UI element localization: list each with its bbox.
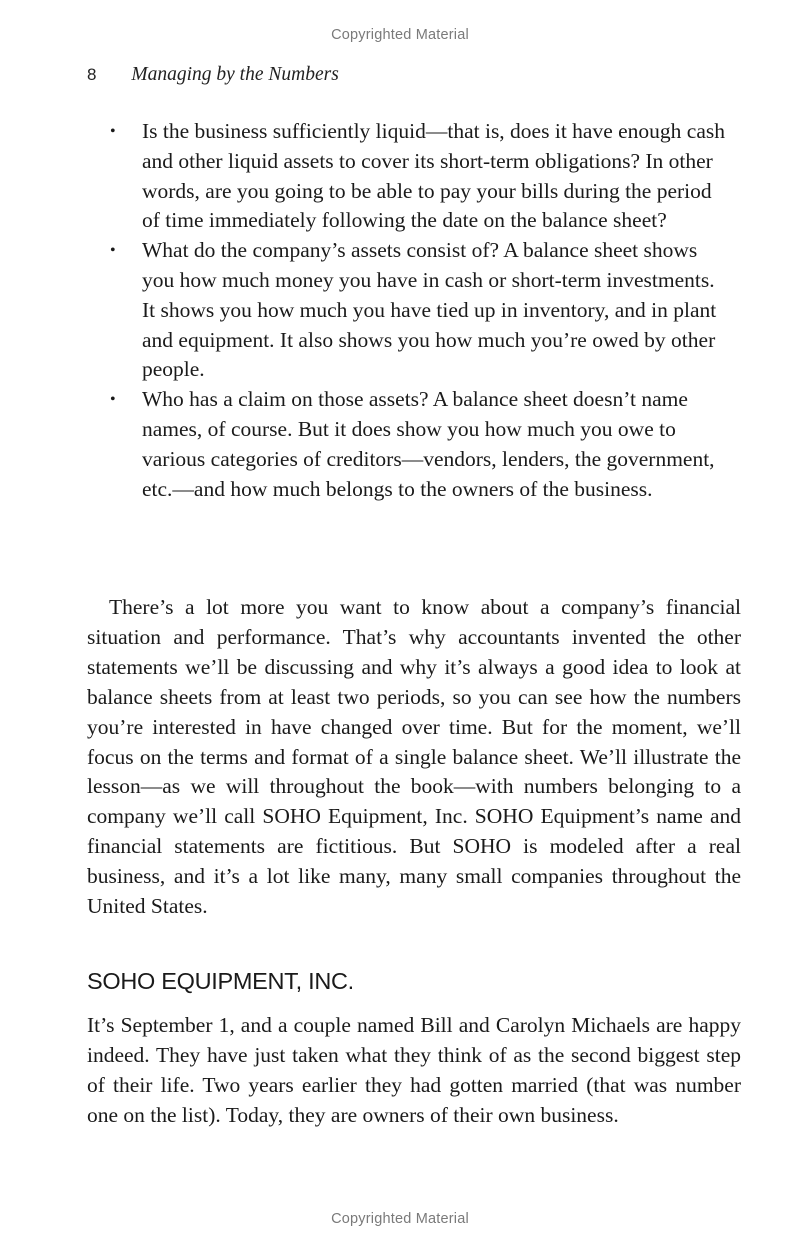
section-heading: SOHO EQUIPMENT, INC. (87, 968, 354, 994)
bullet-item-assets (110, 236, 730, 385)
body-paragraph-1: There’s a lot more you want to know about a company’s financial situation and performance. That’s why accountants invented the other statements we’ll be discussing and why it’s always a good idea to look at balance sheets from at least two periods, so you can see how the numbers you’re interested in have changed over time. But for the moment, we’ll focus on the terms and format of a single balance sheet. We’ll illustrate the lesson—as we will throughout the book—with numbers belonging to a company we’ll call SOHO Equipment, Inc. SOHO Equipment’s name and financial statements are fictitious. But SOHO is modeled after a real business, and it’s a lot like many, many small companies throughout the United States. (87, 595, 741, 919)
bullet-item-claims (110, 385, 730, 504)
bullet-item-liquidity (110, 117, 730, 236)
bullet-text: What do the company’s assets consist of? A balance sheet shows you how much money you have in cash or short-term investments. It shows you how much you have tied up in inventory, and in plant and equipment. It also shows you how much you’re owed by other people. (142, 238, 717, 382)
bullet-icon: • (110, 242, 116, 260)
page-number: 8 (87, 65, 97, 84)
book-title: Managing by the Numbers (131, 64, 339, 85)
body-paragraph-2: It’s September 1, and a couple named Bill and Carolyn Michaels are happy indeed. They have just taken what they think of as the second biggest step of their life. Two years earlier they had gotten married (that was number one on the list). Today, they are owners of their own business. (87, 1013, 741, 1127)
bullet-text: Who has a claim on those assets? A balance sheet doesn’t name names, of course. But it does show you how much you owe to various categories of creditors—vendors, lenders, the government, etc.—and how much belongs to the owners of the business. (142, 387, 715, 501)
copyright-watermark-top: Copyrighted Material (331, 27, 469, 43)
running-head (87, 64, 339, 86)
bullet-icon: • (110, 391, 116, 409)
copyright-watermark-bottom: Copyrighted Material (331, 1211, 469, 1227)
bullet-list (110, 117, 730, 504)
bullet-icon: • (110, 123, 116, 140)
bullet-text: Is the business sufficiently liquid—that is, does it have enough cash and other liquid assets to cover its short-term obligations? In other words, are you going to be able to pay your bills during the period of time immediately following the date on the balance sheet? (142, 119, 725, 233)
